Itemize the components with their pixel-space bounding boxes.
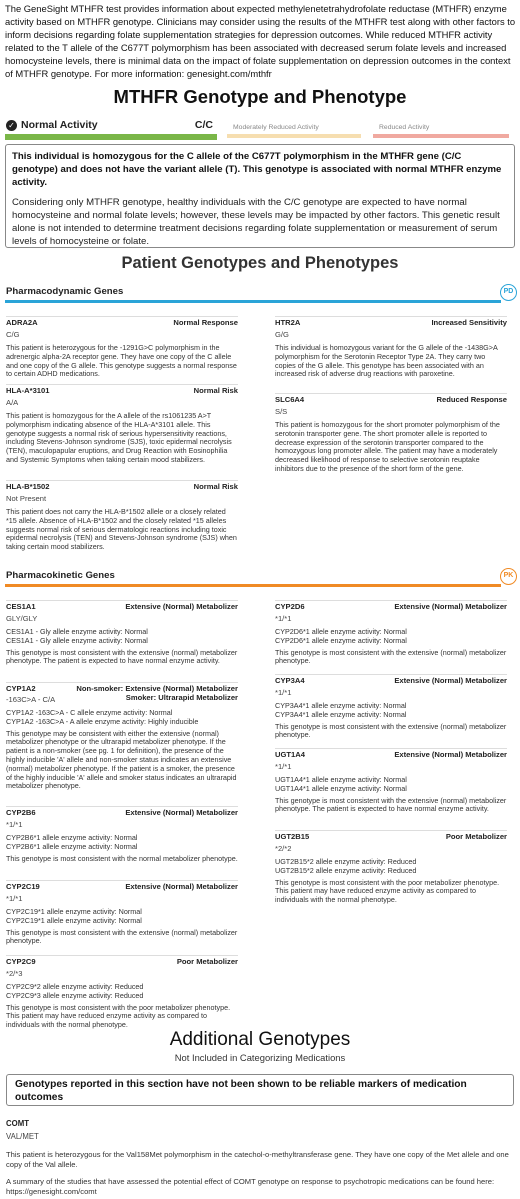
gene-name: UGT1A4 [275, 750, 305, 759]
additional-notice-box: Genotypes reported in this section have not been shown to be reliable markers of medication outcomes [6, 1074, 514, 1106]
patient-section-title: Patient Genotypes and Phenotypes [121, 254, 399, 272]
normal-activity-bar [5, 134, 217, 140]
gene-genotype: VAL/MET [6, 1132, 39, 1141]
gene-alleles: UGT2B15*2 allele enzyme activity: Reduced UGT2B15*2 allele enzyme activity: Reduced [275, 857, 417, 875]
gene-description: This patient is homozygous for the A allele of the rs1061235 A>T polymorphism indicating absence of the HLA-A*3101 allele. This genotype suggests a normal risk of serious hypersensitivity reactions, including Stevens-Johnson syndrome (SJS), toxic epidermal necrolysis (TEN), maculopapular eruptions, and Drug Reaction with Eosinophilia and Systemic Symptoms when taking certain mood stabilizers. [6, 411, 232, 464]
gene-phenotype: Poor Metabolizer [176, 957, 238, 966]
gene-phenotype: Reduced Response [436, 395, 507, 404]
mthfr-summary-text: Considering only MTHFR genotype, healthy individuals with the C/C genotype are expected to have normal homocysteine and normal folate levels; however, these levels may be impacted by other factors. This genetic result alone is not intended to determine treatment decisions regarding folate supplementation or measurement of serum levels of homocysteine or folate. [12, 197, 500, 247]
gene-name: CYP2C9 [6, 957, 36, 966]
gene-genotype: C/G [6, 330, 20, 339]
pk-badge: PK [500, 568, 517, 585]
pd-badge: PD [500, 284, 517, 301]
gene-name: CYP2D6 [275, 602, 305, 611]
gene-name: SLC6A4 [275, 395, 305, 404]
pd-header [5, 284, 517, 302]
reduced-activity-indicator [373, 118, 509, 140]
gene-name: UGT2B15 [275, 832, 310, 841]
check-icon: ✓ [6, 120, 17, 131]
gene-description: This genotype may be consistent with either the extensive (normal) metabolizer phenotype or the ultrarapid metabolizer phenotype. If the patient is a non-smoker (see pg. 1 for definition), the presence of the highly inducible 'A' allele and non-smoker status indicates an extensive (normal) metabolizer phenotype. If the patient is a smoker, the presence of the highly inducible 'A' allele and smoker status indicates an ultrarapid metabolizer phenotype. [6, 728, 237, 791]
gene-description: This genotype is most consistent with the extensive (normal) metabolizer phenotype. [6, 927, 238, 946]
gene-phenotype: Increased Sensitivity [431, 318, 507, 327]
gene-name: HTR2A [275, 318, 301, 327]
gene-phenotype: Extensive (Normal) Metabolizer [125, 602, 238, 611]
gene-genotype: *1/*1 [275, 762, 292, 771]
gene-alleles: CYP3A4*1 allele enzyme activity: Normal CYP3A4*1 allele enzyme activity: Normal [275, 701, 407, 719]
moderate-label: Moderately Reduced Activity [233, 124, 319, 131]
gene-phenotype: Normal Risk [193, 482, 238, 491]
gene-alleles: UGT1A4*1 allele enzyme activity: Normal UGT1A4*1 allele enzyme activity: Normal [275, 775, 407, 793]
gene-genotype: *1/*1 [6, 820, 23, 829]
gene-genotype: -163C>A - C/A [6, 695, 56, 704]
pd-title: Pharmacodynamic Genes [6, 286, 124, 297]
gene-alleles: CYP1A2 -163C>A - C allele enzyme activity: Normal CYP1A2 -163C>A - A allele enzyme activity: Highly inducible [6, 708, 199, 726]
gene-name: CYP2C19 [6, 882, 40, 891]
activity-label: Normal Activity [21, 119, 98, 131]
gene-genotype: *1/*1 [275, 614, 292, 623]
pk-header [5, 568, 517, 586]
gene-genotype: *2/*3 [6, 969, 23, 978]
gene-card-ces1a1 [6, 600, 238, 666]
gene-description: This genotype is most consistent with the poor metabolizer phenotype. This patient may have reduced enzyme activity as compared to individuals with the normal phenotype. [6, 1002, 231, 1030]
gene-alleles: CYP2D6*1 allele enzyme activity: Normal CYP2D6*1 allele enzyme activity: Normal [275, 627, 407, 645]
gene-phenotype: Extensive (Normal) Metabolizer [125, 808, 238, 817]
pk-divider [5, 584, 501, 587]
gene-description: This genotype is most consistent with the extensive (normal) metabolizer phenotype. [275, 647, 507, 666]
gene-description: This genotype is most consistent with the normal metabolizer phenotype. [6, 853, 238, 863]
gene-card-htr2a [275, 316, 507, 379]
gene-phenotype: Extensive (Normal) Metabolizer [394, 602, 507, 611]
gene-card-ugt1a4 [275, 748, 507, 814]
gene-genotype: *1/*1 [6, 894, 23, 903]
gene-name: CYP2B6 [6, 808, 36, 817]
activity-scale [5, 118, 517, 140]
gene-name: HLA-B*1502 [6, 482, 50, 491]
gene-description: This patient is homozygous for the short promoter polymorphism of the serotonin transporter gene. The short promoter allele is reported to decrease expression of the serotonin transporter compared to the homozygous long promoter allele. The patient may have a moderately decreased likelihood of response to selective serotonin reuptake inhibitors due to the presence of the short form of the gene. [275, 420, 500, 473]
gene-name: CYP1A2 [6, 684, 36, 693]
gene-card-hla-b-1502 [6, 480, 238, 552]
gene-description: This patient is heterozygous for the -1291G>C polymorphism in the adrenergic alpha-2A receptor gene. They have one copy of the C allele and one copy of the G allele. This genotype suggests a normal response to certain ADHD medications. [6, 343, 237, 379]
gene-name: CES1A1 [6, 602, 36, 611]
gene-phenotype: Poor Metabolizer [445, 832, 507, 841]
gene-genotype: *2/*2 [275, 844, 292, 853]
gene-genotype: S/S [275, 407, 288, 416]
gene-genotype: *1/*1 [275, 688, 292, 697]
pk-title: Pharmacokinetic Genes [6, 570, 115, 581]
gene-description: This genotype is most consistent with the extensive (normal) metabolizer phenotype. The patient is expected to have normal enzyme activity. [275, 795, 507, 814]
additional-title: Additional Genotypes [169, 1029, 351, 1050]
gene-card-adra2a [6, 316, 238, 379]
gene-description: This individual is homozygous variant for the G allele of the -1438G>A polymorphism for the Serotonin Receptor Type 2A. They carry two copies of the G allele. This genotype has been associated with an increased risk of adverse drug reactions with paroxetine. [275, 343, 498, 379]
gene-name: COMT [6, 1119, 29, 1128]
gene-description: This patient does not carry the HLA-B*1502 allele or a closely related *15 allele. Absence of HLA-B*1502 and the closely related *15 alleles suggests normal risk of serious dermatologic reactions including toxic epidermal necrolysis (TEN) and Stevens-Johnson syndrome (SJS) when taking certain mood stabilizers. [6, 507, 237, 552]
gene-name: ADRA2A [6, 318, 38, 327]
reduced-activity-bar [373, 134, 509, 138]
gene-alleles: CYP2C9*2 allele enzyme activity: Reduced CYP2C9*3 allele enzyme activity: Reduced [6, 982, 144, 1000]
normal-activity-indicator [5, 118, 217, 140]
gene-description: This genotype is most consistent with the extensive (normal) metabolizer phenotype. The patient is expected to have normal enzyme activity. [6, 647, 238, 666]
gene-alleles: CYP2C19*1 allele enzyme activity: Normal CYP2C19*1 allele enzyme activity: Normal [6, 907, 142, 925]
gene-genotype: G/G [275, 330, 289, 339]
gene-card-cyp2b6 [6, 806, 238, 863]
gene-name: CYP3A4 [275, 676, 305, 685]
gene-card-cyp1a2 [6, 682, 238, 791]
gene-phenotype: Non-smoker: Extensive (Normal) Metabolizer Smoker: Ultrarapid Metabolizer [76, 684, 238, 702]
gene-card-ugt2b15 [275, 830, 507, 905]
gene-phenotype: Extensive (Normal) Metabolizer [394, 750, 507, 759]
pd-divider [5, 300, 501, 303]
gene-card-cyp2c19 [6, 880, 238, 946]
mthfr-summary-box [5, 144, 515, 248]
gene-description: This genotype is most consistent with the poor metabolizer phenotype. This patient may have reduced enzyme activity as compared to individuals with the normal phenotype. [275, 877, 500, 905]
gene-genotype: Not Present [6, 494, 47, 503]
intro-text: The GeneSight MTHFR test provides information about expected methylenetetrahydrofolate reductase (MTHFR) enzyme activity based on MTHFR genotype. Clinicians may consider using the results of the MTHFR test along with other factors to inform decisions regarding folate supplementation strategies for depression outcomes. While reduced MTHFR activity related to the T allele of the C677T polymorphism has been associated with decreased serum folate levels and increased homocysteine levels, there is minimal data on the impact of folate supplementation on depression outcomes in the context of MTHFR genotype. For more information: genesight.com/mthfr [5, 3, 516, 79]
gene-alleles: CES1A1 - Gly allele enzyme activity: Normal CES1A1 - Gly allele enzyme activity: Normal [6, 627, 148, 645]
gene-description: This genotype is most consistent with the extensive (normal) metabolizer phenotype. [275, 721, 507, 740]
gene-card-comt [6, 1119, 516, 1197]
gene-alleles: CYP2B6*1 allele enzyme activity: Normal CYP2B6*1 allele enzyme activity: Normal [6, 833, 138, 851]
gene-card-cyp2c9 [6, 955, 238, 1030]
moderate-activity-indicator [227, 118, 361, 140]
gene-card-cyp3a4 [275, 674, 507, 740]
reduced-label: Reduced Activity [379, 124, 430, 131]
mthfr-genotype: C/C [194, 119, 213, 131]
gene-name: HLA-A*3101 [6, 386, 50, 395]
gene-card-slc6a4 [275, 393, 507, 474]
moderate-activity-bar [227, 134, 361, 138]
gene-phenotype: Extensive (Normal) Metabolizer [394, 676, 507, 685]
mthfr-title: MTHFR Genotype and Phenotype [113, 86, 407, 107]
gene-card-hla-a-3101 [6, 384, 238, 465]
gene-description: This patient is heterozygous for the Val158Met polymorphism in the catechol-o-methyltransferase gene. They have one copy of the Met allele and one copy of the Val allele. [6, 1150, 509, 1169]
gene-phenotype: Normal Response [173, 318, 238, 327]
additional-subtitle: Not Included in Categorizing Medications [174, 1052, 346, 1063]
gene-phenotype: Extensive (Normal) Metabolizer [125, 882, 238, 891]
gene-summary-link-text: A summary of the studies that have assessed the potential effect of COMT genotype on response to psychotropic medications can be found here: https://genesight.com/comt [6, 1177, 495, 1196]
mthfr-summary-bold: This individual is homozygous for the C allele of the C677T polymorphism in the MTHFR gene (C/C genotype) and does not have the variant allele (T). This genotype is associated with normal MTHFR enzyme activity. [12, 151, 502, 188]
gene-genotype: A/A [6, 398, 19, 407]
gene-genotype: GLY/GLY [6, 614, 38, 623]
gene-phenotype: Normal Risk [193, 386, 238, 395]
gene-card-cyp2d6 [275, 600, 507, 666]
